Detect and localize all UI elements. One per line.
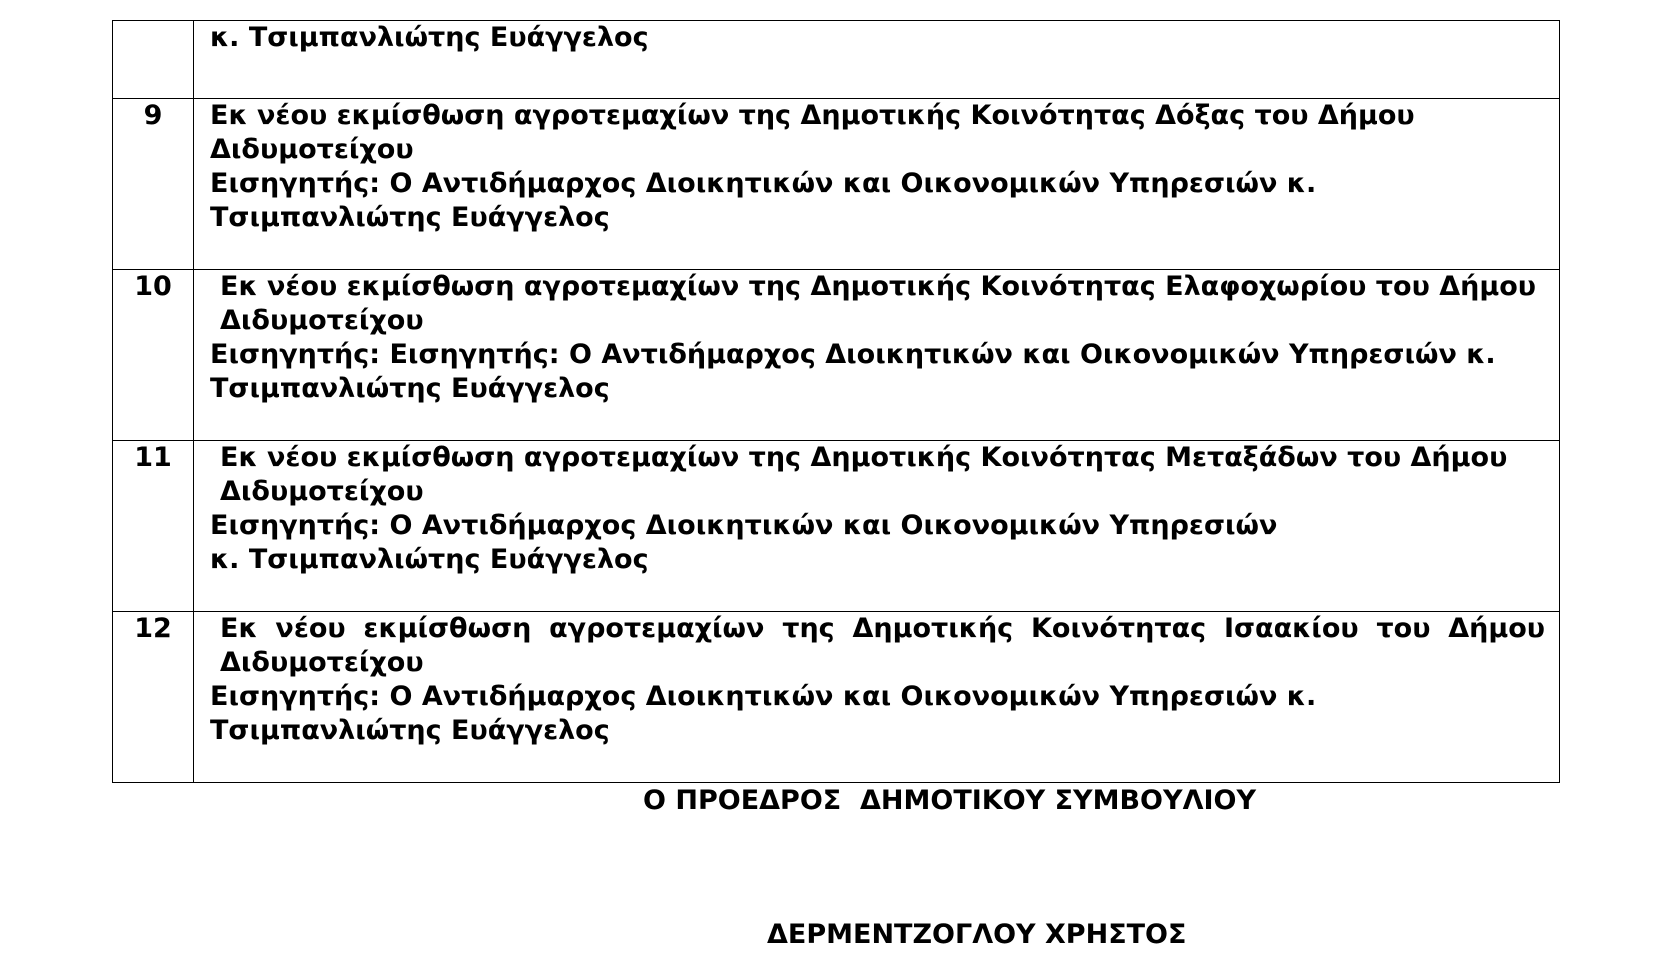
item-number-cell bbox=[113, 21, 194, 99]
item-rapporteur: Εισηγητής: Ο Αντιδήμαρχος Διοικητικών και Οικονομικών Υπηρεσιών κ. Τσιμπανλιώτης Ευάγγελος bbox=[210, 168, 1317, 233]
agenda-table bbox=[112, 20, 1560, 783]
table-row bbox=[113, 21, 1560, 99]
rapporteur-continuation: κ. Τσιμπανλιώτης Ευάγγελος bbox=[210, 22, 649, 53]
item-subject: Εκ νέου εκμίσθωση αγροτεμαχίων της Δημοτικής Κοινότητας Μεταξάδων του Δήμου Διδυμοτείχου bbox=[220, 442, 1508, 507]
table-row bbox=[113, 612, 1560, 783]
item-rapporteur: Εισηγητής: Ο Αντιδήμαρχος Διοικητικών και Οικονομικών Υπηρεσιών bbox=[210, 510, 1278, 541]
table-row bbox=[113, 441, 1560, 612]
item-text-cell bbox=[194, 441, 1560, 612]
item-number: 9 bbox=[143, 100, 163, 131]
item-number-cell bbox=[113, 441, 194, 612]
signature-name: ΔΕΡΜΕΝΤΖΟΓΛΟΥ ΧΡΗΣΤΟΣ bbox=[767, 919, 1187, 950]
item-text-cell bbox=[194, 612, 1560, 783]
item-text-cell bbox=[194, 21, 1560, 99]
item-rapporteur: Εισηγητής: Εισηγητής: Ο Αντιδήμαρχος Διοικητικών και Οικονομικών Υπηρεσιών κ. Τσιμπανλιώτης Ευάγγελος bbox=[210, 339, 1496, 404]
item-number-cell bbox=[113, 99, 194, 270]
item-subject: Εκ νέου εκμίσθωση αγροτεμαχίων της Δημοτικής Κοινότητας Δόξας του Δήμου Διδυμοτείχου bbox=[210, 100, 1415, 165]
table-row bbox=[113, 270, 1560, 441]
item-rapporteur: Εισηγητής: Ο Αντιδήμαρχος Διοικητικών και Οικονομικών Υπηρεσιών κ. Τσιμπανλιώτης Ευάγγελος bbox=[210, 681, 1317, 746]
item-text-cell bbox=[194, 99, 1560, 270]
table-row bbox=[113, 99, 1560, 270]
item-rapporteur-name: κ. Τσιμπανλιώτης Ευάγγελος bbox=[210, 544, 649, 575]
item-number: 12 bbox=[134, 613, 172, 644]
item-number: 10 bbox=[134, 271, 172, 302]
signature-title: Ο ΠΡΟΕΔΡΟΣ ΔΗΜΟΤΙΚΟΥ ΣΥΜΒΟΥΛΙΟΥ bbox=[643, 785, 1257, 816]
item-number-cell bbox=[113, 612, 194, 783]
item-subject: Εκ νέου εκμίσθωση αγροτεμαχίων της Δημοτικής Κοινότητας Ισαακίου του Δήμου Διδυμοτείχου bbox=[220, 613, 1545, 678]
item-number: 11 bbox=[134, 442, 172, 473]
item-number-cell bbox=[113, 270, 194, 441]
item-text-cell bbox=[194, 270, 1560, 441]
item-subject: Εκ νέου εκμίσθωση αγροτεμαχίων της Δημοτικής Κοινότητας Ελαφοχωρίου του Δήμου Διδυμοτείχου bbox=[220, 271, 1536, 336]
